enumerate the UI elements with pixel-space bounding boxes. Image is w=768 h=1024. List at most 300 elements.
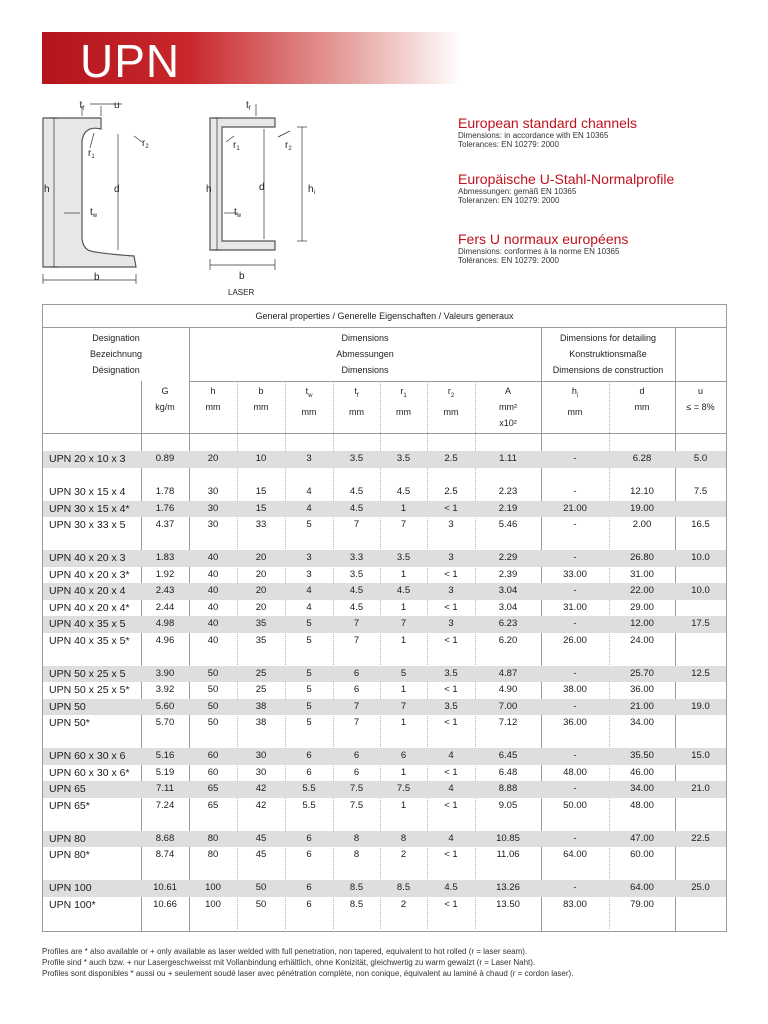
value-cell: 35 [255, 618, 267, 629]
standard-en [458, 115, 758, 149]
d-label: d [114, 184, 120, 195]
svg-text:tw: $t_w$ [90, 207, 98, 219]
value-cell: 5 [306, 634, 312, 646]
value-cell: 16.5 [691, 519, 710, 530]
value-cell: 1 [400, 568, 407, 580]
value-cell: 10 [255, 453, 267, 464]
value-cell: 20 [255, 585, 267, 596]
value-cell: 50 [255, 898, 267, 910]
column-header: G kg/m [155, 386, 175, 412]
value-cell: 30 [207, 502, 219, 514]
value-cell: 4.5 [349, 486, 364, 497]
value-cell: - [573, 667, 577, 679]
value-cell: 11.06 [496, 849, 520, 860]
value-cell: 8 [353, 849, 360, 860]
designation-header: Designation Bezeichnung Désignation [89, 333, 143, 375]
value-cell: 1 [400, 684, 407, 695]
standard-title: Europäische U-Stahl-Normalprofile [458, 171, 675, 187]
value-cell: 42 [255, 799, 267, 811]
value-cell: 3.3 [349, 552, 364, 563]
value-cell: 6 [306, 849, 312, 860]
designation-cell: UPN 30 x 15 x 4* [49, 502, 130, 515]
value-cell: 100 [205, 898, 221, 910]
value-cell: 30 [255, 750, 267, 761]
value-cell: 4 [448, 750, 454, 761]
value-cell: 12.00 [630, 618, 654, 629]
value-cell: 0.89 [155, 453, 175, 464]
value-cell: 6 [400, 750, 407, 761]
designation-cell: UPN 40 x 20 x 4 [49, 585, 126, 597]
value-cell: 80 [207, 849, 219, 860]
column-header: b mm [253, 386, 269, 412]
d-label-laser: d [259, 182, 265, 193]
value-cell: 30 [207, 486, 219, 497]
value-cell: 8 [353, 832, 360, 844]
value-cell: 21.00 [630, 700, 654, 712]
value-cell: - [573, 486, 577, 497]
h-label-laser: h [206, 184, 212, 195]
value-cell: 21.0 [691, 783, 710, 794]
value-cell: 30 [207, 519, 219, 530]
column-header: $r_1$ mm [396, 386, 411, 417]
designation-cell: UPN 40 x 20 x 3* [49, 568, 130, 581]
value-cell: 7 [400, 700, 407, 712]
value-cell: 31.00 [563, 601, 587, 613]
value-cell: 10.0 [691, 585, 710, 596]
value-cell: 8.5 [349, 898, 364, 910]
value-cell: 5 [306, 667, 312, 679]
standard-dimensions: Dimensions: conformes à la norme EN 10365 [458, 247, 620, 256]
value-cell: 19.00 [630, 502, 654, 514]
value-cell: 4 [306, 585, 312, 596]
value-cell: 20 [255, 552, 267, 563]
dimensions-header: Dimensions Abmessungen Dimensions [336, 333, 394, 375]
page-title: UPN [80, 35, 181, 87]
value-cell: 15.0 [691, 750, 710, 761]
value-cell: 6 [306, 898, 312, 910]
value-cell [675, 682, 726, 699]
value-cell: 5 [306, 700, 312, 712]
table-row [43, 501, 726, 518]
value-cell [675, 715, 726, 732]
value-cell: 7.5 [349, 783, 364, 794]
value-cell: 6 [353, 766, 360, 778]
value-cell: 7 [353, 717, 360, 728]
value-cell: 25.70 [630, 667, 654, 679]
h-label: h [44, 184, 50, 195]
value-cell: 1 [400, 601, 407, 613]
standard-fr [458, 231, 758, 265]
value-cell: 8.88 [498, 783, 518, 794]
value-cell: 4.90 [498, 684, 518, 695]
value-cell: 80 [207, 832, 219, 844]
value-cell: 60.00 [630, 849, 654, 860]
value-cell [675, 765, 726, 782]
general-properties-header: General properties / Generelle Eigenschaften / Valeurs generaux [43, 305, 726, 328]
value-cell: 3.5 [349, 568, 364, 580]
value-cell: 6.20 [498, 634, 518, 646]
value-cell: 38.00 [563, 684, 587, 695]
standard-de [458, 171, 758, 205]
value-cell: 4 [448, 783, 454, 794]
table-row [43, 616, 726, 633]
table-row [43, 517, 726, 534]
value-cell: - [573, 519, 577, 530]
designation-cell: UPN 60 x 30 x 6 [49, 750, 126, 762]
b-label-laser: b [239, 271, 245, 282]
value-cell: 7 [353, 634, 360, 646]
value-cell: 36.00 [563, 717, 587, 728]
properties-table [42, 304, 727, 932]
value-cell: 29.00 [630, 601, 654, 613]
value-cell: 45 [255, 832, 267, 844]
value-cell: 7.5 [693, 486, 708, 497]
value-cell [675, 798, 726, 815]
value-cell: 3.04 [498, 601, 518, 613]
value-cell: - [573, 552, 577, 563]
value-cell: 25 [255, 667, 267, 679]
value-cell: 45 [255, 849, 267, 860]
value-cell: 40 [207, 552, 219, 563]
value-cell: 50 [207, 717, 219, 728]
value-cell: 3.5 [444, 667, 458, 679]
table-row [43, 748, 726, 765]
tw-label: t [90, 207, 93, 218]
value-cell: 34.00 [630, 783, 654, 794]
value-cell: 3.5 [444, 700, 458, 712]
value-cell: - [573, 585, 577, 596]
value-cell: 3.5 [349, 453, 364, 464]
value-cell: 40 [207, 601, 219, 613]
standard-tolerances: Toleranzen: EN 10279: 2000 [458, 196, 560, 205]
value-cell: - [573, 882, 577, 893]
table-row [43, 880, 726, 897]
value-cell: 3 [448, 552, 454, 563]
value-cell: 6 [306, 832, 312, 844]
column-header: d mm [634, 386, 650, 412]
designation-cell: UPN 65* [49, 799, 90, 812]
standard-dimensions: Dimensions: in accordance with EN 10365 [458, 131, 609, 140]
value-cell: 3 [306, 453, 312, 464]
value-cell: 7 [400, 618, 407, 629]
designation-cell: UPN 20 x 10 x 3 [49, 453, 126, 465]
table-row [43, 781, 726, 798]
value-cell: 1.92 [155, 568, 175, 580]
value-cell: 4.5 [444, 882, 458, 893]
value-cell: 4.98 [155, 618, 175, 629]
value-cell: 6 [306, 882, 312, 893]
column-header: $h_i$ mm [567, 386, 583, 417]
title-banner [42, 32, 462, 87]
value-cell [675, 633, 726, 650]
tf-label: t [79, 100, 83, 111]
value-cell: 1.83 [155, 552, 175, 563]
value-cell: 3 [448, 618, 454, 629]
svg-text:tf: $t_f$ [246, 100, 251, 112]
standard-dimensions: Abmessungen: gemäß EN 10365 [458, 187, 577, 196]
value-cell: - [573, 832, 577, 844]
value-cell: 31.00 [630, 568, 654, 580]
table-row [43, 583, 726, 600]
value-cell: 6.45 [498, 750, 518, 761]
column-header: u ≤ = 8% [686, 386, 715, 412]
column-header: $t_f$ mm [349, 386, 364, 417]
value-cell: 12.5 [691, 667, 710, 679]
value-cell: 50.00 [563, 799, 587, 811]
value-cell: 30 [255, 766, 267, 778]
value-cell: < 1 [444, 502, 458, 514]
value-cell: 22.5 [691, 832, 710, 844]
value-cell: 5.46 [498, 519, 518, 530]
value-cell: 1 [400, 502, 407, 514]
value-cell: 2.00 [632, 519, 652, 530]
svg-text:r2: $r_2$ [142, 138, 149, 150]
value-cell: 4 [306, 601, 312, 613]
value-cell: 2 [400, 849, 407, 860]
table-row [43, 633, 726, 650]
value-cell: 4.96 [155, 634, 175, 646]
value-cell: 5 [306, 684, 312, 695]
value-cell: 35.50 [630, 750, 654, 761]
value-cell: 13.50 [496, 898, 520, 910]
value-cell: 100 [205, 882, 221, 893]
value-cell: 79.00 [630, 898, 654, 910]
value-cell: 7 [353, 700, 360, 712]
standard-title: Fers U normaux européens [458, 231, 629, 247]
value-cell: - [573, 750, 577, 761]
table-row [43, 682, 726, 699]
svg-text:tw: $t_w$ [234, 207, 242, 219]
value-cell: 60 [207, 766, 219, 778]
value-cell: 40 [207, 585, 219, 596]
value-cell: 20 [207, 453, 219, 464]
value-cell: 3 [448, 585, 454, 596]
value-cell [675, 501, 726, 518]
value-cell: 3.04 [498, 585, 518, 596]
value-cell [675, 567, 726, 584]
value-cell: 3 [306, 552, 312, 563]
column-header: $t_w$ mm [301, 386, 317, 417]
value-cell: 8 [400, 832, 407, 844]
value-cell: 35 [255, 634, 267, 646]
value-cell: 50 [255, 882, 267, 893]
table-row [43, 798, 726, 815]
value-cell: 40 [207, 568, 219, 580]
value-cell: - [573, 453, 577, 464]
value-cell: 3.90 [155, 667, 175, 679]
table-row [43, 831, 726, 848]
value-cell: 38 [255, 700, 267, 712]
value-cell: 7.00 [498, 700, 518, 712]
value-cell: 5.19 [155, 766, 175, 778]
value-cell: 7.5 [396, 783, 411, 794]
value-cell: 4.5 [349, 502, 364, 514]
value-cell: 50 [207, 667, 219, 679]
value-cell: 4.37 [155, 519, 175, 530]
table-row [43, 451, 726, 468]
value-cell: 25.0 [691, 882, 710, 893]
value-cell: 10.66 [153, 898, 177, 910]
value-cell: 12.10 [630, 486, 654, 497]
value-cell: 3 [448, 519, 454, 530]
designation-cell: UPN 50 [49, 700, 86, 713]
value-cell: < 1 [444, 849, 458, 860]
value-cell: 2.44 [155, 601, 175, 613]
value-cell: 8.5 [349, 882, 364, 893]
value-cell: 64.00 [630, 882, 654, 893]
value-cell: 26.80 [630, 552, 654, 563]
value-cell: 2 [400, 898, 407, 910]
value-cell: < 1 [444, 634, 458, 646]
value-cell: 21.00 [563, 502, 587, 514]
value-cell [675, 600, 726, 617]
value-cell: 2.29 [498, 552, 518, 563]
value-cell: 6 [306, 766, 312, 778]
table-row [43, 550, 726, 567]
value-cell: 46.00 [630, 766, 654, 778]
designation-cell: UPN 100 [49, 882, 92, 894]
designation-cell: UPN 40 x 20 x 4* [49, 601, 130, 614]
value-cell: - [573, 783, 577, 794]
r1-label: r [88, 148, 92, 159]
value-cell: 1 [400, 799, 407, 811]
value-cell: < 1 [444, 898, 458, 910]
value-cell: 7 [400, 519, 407, 530]
value-cell: 2.19 [498, 502, 518, 514]
value-cell: 24.00 [630, 634, 654, 646]
value-cell: 7.11 [156, 783, 174, 794]
value-cell: < 1 [444, 717, 458, 728]
value-cell: 2.39 [498, 568, 518, 580]
value-cell: - [573, 618, 577, 629]
value-cell: 4.5 [349, 585, 364, 596]
value-cell: 2.23 [498, 486, 518, 497]
table-row [43, 897, 726, 914]
value-cell: 2.43 [155, 585, 175, 596]
value-cell: 5 [306, 618, 312, 629]
value-cell: 4 [306, 502, 312, 514]
value-cell: 6 [353, 684, 360, 695]
tw-label-laser: t [234, 207, 237, 218]
value-cell: 36.00 [630, 684, 654, 695]
rolled-channel-profile [43, 118, 136, 267]
designation-cell: UPN 30 x 33 x 5 [49, 519, 126, 531]
value-cell: 50 [207, 684, 219, 695]
designation-cell: UPN 40 x 35 x 5 [49, 618, 126, 630]
designation-cell: UPN 80 [49, 832, 86, 845]
u-label: u [114, 100, 120, 111]
table-row [43, 666, 726, 683]
column-header: $r_2$ mm [443, 386, 459, 417]
value-cell: 6.28 [632, 453, 652, 464]
hi-label: h [308, 184, 314, 195]
value-cell: 3 [306, 568, 312, 580]
table-row [43, 600, 726, 617]
value-cell: 5 [306, 519, 312, 530]
value-cell: 4 [306, 486, 312, 497]
value-cell: 4 [448, 832, 454, 844]
value-cell: 6 [353, 750, 360, 761]
table-row [43, 765, 726, 782]
value-cell: 3.5 [396, 552, 411, 563]
r1-label-laser: r [233, 140, 237, 151]
value-cell: 38 [255, 717, 267, 728]
footnote-de: Profile sind * auch bzw. + nur Lasergeschweisst mit Vollanbindung erhältlich, ohne Konizität, gleichwertig zu warm gewalzt (r = Laser Naht). [42, 958, 536, 967]
value-cell: 25 [255, 684, 267, 695]
value-cell: 42 [255, 783, 267, 794]
value-cell: 5.5 [302, 799, 316, 811]
value-cell: 2.5 [444, 486, 458, 497]
value-cell: 64.00 [563, 849, 587, 860]
value-cell: < 1 [444, 601, 458, 613]
value-cell: 8.5 [396, 882, 411, 893]
value-cell: 6 [353, 667, 360, 679]
value-cell: 19.0 [691, 700, 710, 712]
value-cell: 20 [255, 568, 267, 580]
designation-cell: UPN 50 x 25 x 5* [49, 684, 130, 696]
footnote-en: Profiles are * also available or + only available as laser welded with full penetration, non tapered, equivalent to hot rolled (r = laser seam). [42, 947, 528, 956]
value-cell: 5 [306, 717, 312, 728]
value-cell: 9.05 [498, 799, 518, 811]
value-cell: 50 [207, 700, 219, 712]
value-cell [675, 897, 726, 914]
table-row [43, 699, 726, 716]
value-cell: 40 [207, 618, 219, 629]
value-cell: 6 [306, 750, 312, 761]
value-cell: 4.5 [396, 486, 411, 497]
value-cell: 5 [400, 667, 407, 679]
value-cell: 10.0 [691, 552, 710, 563]
value-cell: 33 [255, 519, 267, 530]
standard-tolerances: Tolerances: EN 10279: 2000 [458, 140, 559, 149]
svg-text:r1: $r_1$ [88, 148, 95, 160]
designation-cell: UPN 50 x 25 x 5 [49, 667, 126, 680]
value-cell: - [573, 700, 577, 712]
table-row [43, 567, 726, 584]
value-cell: 7 [353, 519, 360, 530]
standard-tolerances: Tolérances: EN 10279: 2000 [458, 256, 559, 265]
value-cell: 7.12 [498, 717, 518, 728]
designation-cell: UPN 40 x 20 x 3 [49, 552, 126, 564]
b-label: b [94, 272, 100, 283]
value-cell: 15 [255, 486, 267, 497]
svg-text:hi: $h_i$ [308, 184, 315, 196]
value-cell: 5.0 [693, 453, 708, 464]
value-cell: < 1 [444, 766, 458, 778]
footnote-fr: Profiles sont disponibles * aussi ou + seulement soudé laser avec pénétration complète, non conique, équivalent au laminé à chaud (r = cordon laser). [42, 969, 574, 978]
designation-cell: UPN 60 x 30 x 6* [49, 766, 130, 779]
designation-cell: UPN 80* [49, 849, 90, 861]
value-cell: 48.00 [563, 766, 587, 778]
table-row [43, 715, 726, 732]
table-row [43, 484, 726, 501]
value-cell: 26.00 [563, 634, 587, 646]
value-cell: 22.00 [630, 585, 654, 596]
value-cell: 5.5 [302, 783, 316, 794]
value-cell: 8.68 [155, 832, 175, 844]
value-cell: 20 [255, 601, 267, 613]
value-cell: 10.61 [153, 882, 177, 893]
value-cell: 17.5 [691, 618, 710, 629]
value-cell: 6.48 [498, 766, 518, 778]
value-cell: < 1 [444, 568, 458, 580]
value-cell: 2.5 [444, 453, 458, 464]
value-cell: 5.70 [155, 717, 175, 728]
designation-cell: UPN 50* [49, 717, 90, 729]
svg-text:r2: $r_2$ [285, 140, 292, 152]
value-cell: 1 [400, 766, 407, 778]
value-cell: 3.5 [396, 453, 411, 464]
